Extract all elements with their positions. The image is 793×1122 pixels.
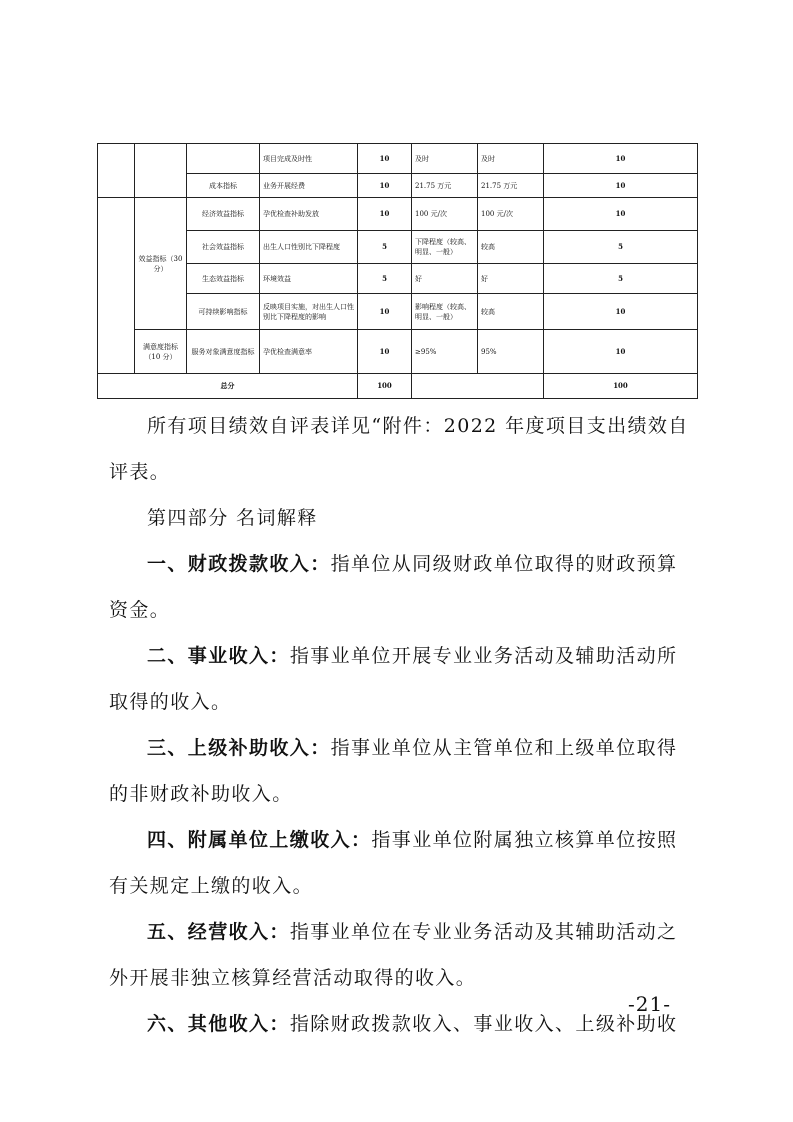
self-score-cell: 5	[544, 231, 698, 264]
self-score-cell: 10	[544, 330, 698, 374]
table-row	[98, 294, 698, 330]
definition-term: 五、经营收入：	[147, 921, 290, 943]
level2-cell: 生态效益指标	[187, 264, 260, 294]
actual-cell: 100 元/次	[478, 198, 544, 231]
definition-term: 三、上级补助收入：	[147, 737, 331, 759]
table-row	[98, 198, 698, 231]
definition-term: 二、事业收入：	[147, 645, 290, 667]
definition-paragraph	[109, 909, 694, 1001]
actual-cell: 95%	[478, 330, 544, 374]
definition-paragraph	[109, 633, 694, 725]
definition-text: 指事业单位从主管单位和上级单位取得的非财政补助收入。	[109, 737, 678, 805]
definition-paragraph	[109, 725, 694, 817]
section-title: 第四部分 名词解释	[147, 507, 318, 529]
level2-cell: 成本指标	[187, 174, 260, 198]
level2-cell	[187, 144, 260, 174]
self-score-cell: 10	[544, 144, 698, 174]
definition-paragraph	[109, 817, 694, 909]
level1-cell: 效益指标（30 分）	[135, 198, 187, 330]
target-cell: 下降程度（较高、明显、一般）	[412, 231, 478, 264]
definition-text: 指事业单位在专业业务活动及其辅助活动之外开展非独立核算经营活动取得的收入。	[109, 921, 678, 989]
intro-paragraph: 所有项目绩效自评表详见“附件：2022 年度项目支出绩效自评表。	[109, 415, 689, 483]
performance-table	[97, 143, 698, 399]
definition-paragraph	[109, 541, 694, 633]
level2-cell: 经济效益指标	[187, 198, 260, 231]
score-cell: 10	[358, 144, 412, 174]
level0-cell	[98, 198, 135, 374]
target-cell: 影响程度（较高、明显、一般）	[412, 294, 478, 330]
table-body	[98, 144, 698, 399]
level1-cell: 满意度指标（10 分）	[135, 330, 187, 374]
target-cell: 100 元/次	[412, 198, 478, 231]
score-cell: 10	[358, 294, 412, 330]
indicator-cell: 环境效益	[260, 264, 358, 294]
score-cell: 5	[358, 264, 412, 294]
indicator-cell: 孕优检查补助发放	[260, 198, 358, 231]
definition-term: 六、其他收入：	[147, 1013, 290, 1035]
actual-cell: 较高	[478, 231, 544, 264]
indicator-cell: 业务开展经费	[260, 174, 358, 198]
score-cell: 5	[358, 231, 412, 264]
self-score-cell: 10	[544, 174, 698, 198]
actual-cell: 及时	[478, 144, 544, 174]
table-row	[98, 144, 698, 174]
table-row	[98, 231, 698, 264]
indicator-cell: 孕优检查满意率	[260, 330, 358, 374]
page-number: -21-	[628, 992, 671, 1016]
self-score-cell: 5	[544, 264, 698, 294]
level2-cell: 服务对象满意度指标	[187, 330, 260, 374]
definition-paragraph	[109, 1001, 694, 1047]
level0-cell	[98, 144, 135, 198]
level2-cell: 社会效益指标	[187, 231, 260, 264]
target-cell: 及时	[412, 144, 478, 174]
actual-cell: 21.75 万元	[478, 174, 544, 198]
definition-term: 四、附属单位上缴收入：	[147, 829, 372, 851]
empty-cell	[412, 374, 544, 399]
definition-term: 一、财政拨款收入：	[147, 553, 331, 575]
target-cell: ≥95%	[412, 330, 478, 374]
target-cell: 21.75 万元	[412, 174, 478, 198]
total-score: 100	[358, 374, 412, 399]
definition-text: 指事业单位附属独立核算单位按照有关规定上缴的收入。	[109, 829, 678, 897]
score-cell: 10	[358, 198, 412, 231]
total-label: 总分	[98, 374, 358, 399]
definition-text: 指除财政拨款收入、事业收入、上级补助收	[289, 1013, 678, 1035]
indicator-cell: 反映项目实施，对出生人口性别比下降程度的影响	[260, 294, 358, 330]
score-cell: 10	[358, 330, 412, 374]
score-cell: 10	[358, 174, 412, 198]
table-row	[98, 264, 698, 294]
total-self-score: 100	[544, 374, 698, 399]
indicator-cell: 项目完成及时性	[260, 144, 358, 174]
table-row	[98, 174, 698, 198]
self-score-cell: 10	[544, 294, 698, 330]
total-row	[98, 374, 698, 399]
table-row	[98, 330, 698, 374]
definition-text: 指单位从同级财政单位取得的财政预算资金。	[109, 553, 678, 621]
level1-cell	[135, 144, 187, 198]
actual-cell: 较高	[478, 294, 544, 330]
target-cell: 好	[412, 264, 478, 294]
actual-cell: 好	[478, 264, 544, 294]
definition-text: 指事业单位开展专业业务活动及辅助活动所取得的收入。	[109, 645, 678, 713]
body-text	[109, 403, 694, 1047]
indicator-cell: 出生人口性别比下降程度	[260, 231, 358, 264]
level2-cell: 可持续影响指标	[187, 294, 260, 330]
self-score-cell: 10	[544, 198, 698, 231]
